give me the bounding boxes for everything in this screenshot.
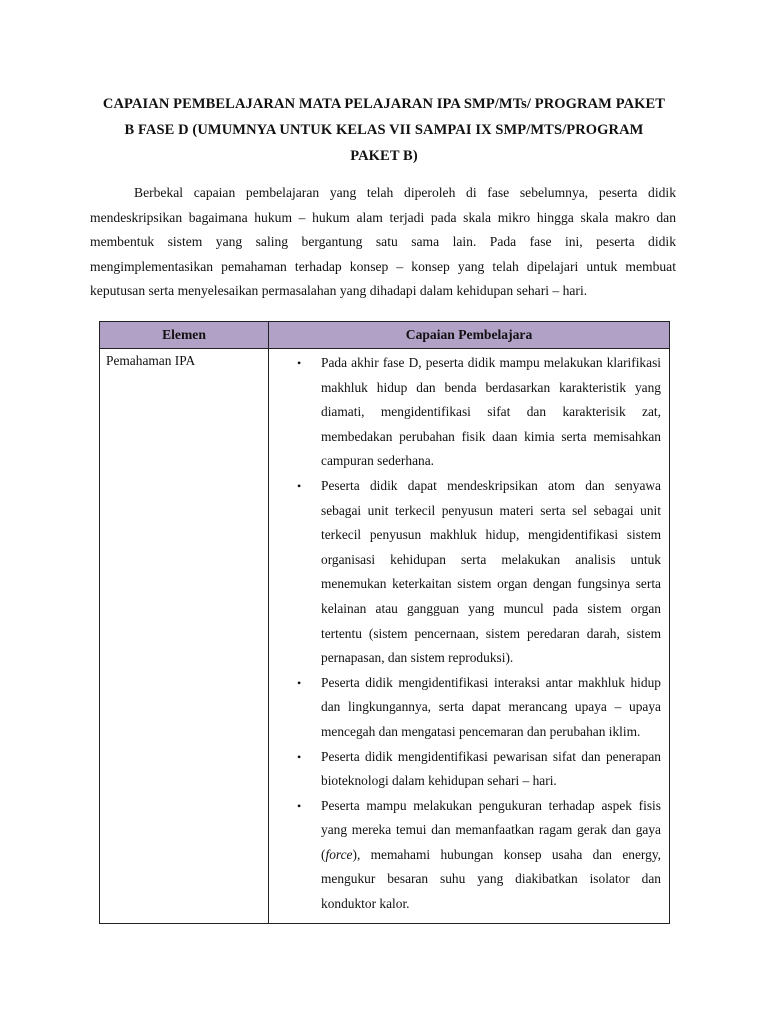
bullet-icon: • — [297, 675, 302, 690]
header-elemen: Elemen — [100, 322, 269, 349]
outcome-italic-term: force — [325, 846, 353, 862]
outcome-item — [291, 474, 661, 671]
page-title — [86, 91, 682, 169]
table-row — [100, 349, 670, 924]
bullet-icon: • — [297, 749, 302, 764]
bullet-icon: • — [297, 356, 302, 370]
outcomes-list — [291, 351, 661, 917]
header-capaian: Capaian Pembelajara — [269, 322, 670, 349]
outcome-text-part: Peserta mampu melakukan pengukuran terhadap aspek fisis yang mereka temui dan memanfaatkan ragam gerak dan gaya ( — [321, 797, 661, 862]
bullet-icon: • — [297, 478, 302, 493]
title-line-2: B FASE D (UMUMNYA UNTUK KELAS VII SAMPAI IX SMP/MTS/PROGRAM — [124, 122, 644, 138]
title-line-3: PAKET B) — [350, 148, 418, 164]
table-header-row — [100, 322, 670, 349]
intro-paragraph: Berbekal capaian pembelajaran yang telah diperoleh di fase sebelumnya, peserta didik mendeskripsikan bagaimana hukum – hukum alam terjadi pada skala mikro hingga skala makro dan membentuk sistem yang saling bergantung satu sama lain. Pada fase ini, peserta didik mengimplementasikan pemahaman terhadap konsep – konsep yang telah dipelajari untuk membuat keputusan serta menyelesaikan permasalahan yang dihadapi dalam kehidupan sehari – hari. — [90, 185, 676, 298]
bullet-icon: • — [297, 798, 302, 813]
intro-section — [90, 181, 676, 304]
elemen-cell: Pemahaman IPA — [100, 349, 269, 924]
outcome-text: Pada akhir fase D, peserta didik mampu melakukan klarifikasi makhluk hidup dan benda berdasarkan karakteristik yang diamati, mengidentifikasi sifat dan karakterisik zat, membedakan perubahan fisik daan kimia serta memisahkan campuran sederhana. — [321, 355, 661, 469]
outcome-text-part: ), memahami hubungan konsep usaha dan energy, mengukur besaran suhu yang diakibatkan isolator dan konduktor kalor. — [321, 846, 661, 912]
learning-outcomes-table — [99, 321, 670, 924]
outcome-text: Peserta didik dapat mendeskripsikan atom dan senyawa sebagai unit terkecil penyusun materi serta sel sebagai unit terkecil penyusun makhluk hidup, mengidentifikasi sistem organisasi kehidupan serta melakukan analisis untuk menemukan keterkaitan sistem organ dengan fungsinya serta kelainan atau gangguan yang muncul pada sistem organ tertentu (sistem pencernaan, sistem peredaran darah, sistem pernapasan, dan sistem reproduksi). — [321, 477, 661, 666]
outcome-item — [291, 671, 661, 745]
outcome-text: Peserta didik mengidentifikasi interaksi antar makhluk hidup dan lingkungannya, serta dapat merancang upaya – upaya mencegah dan mengatasi pencemaran dan perubahan iklim. — [321, 674, 661, 739]
outcome-item — [291, 745, 661, 794]
outcome-text: Peserta didik mengidentifikasi pewarisan sifat dan penerapan bioteknologi dalam kehidupan sehari – hari. — [321, 748, 661, 789]
title-line-1: CAPAIAN PEMBELAJARAN MATA PELAJARAN IPA SMP/MTs/ PROGRAM PAKET — [102, 96, 666, 112]
outcomes-cell — [269, 349, 670, 924]
outcome-item — [291, 794, 661, 917]
outcome-item — [291, 351, 661, 474]
